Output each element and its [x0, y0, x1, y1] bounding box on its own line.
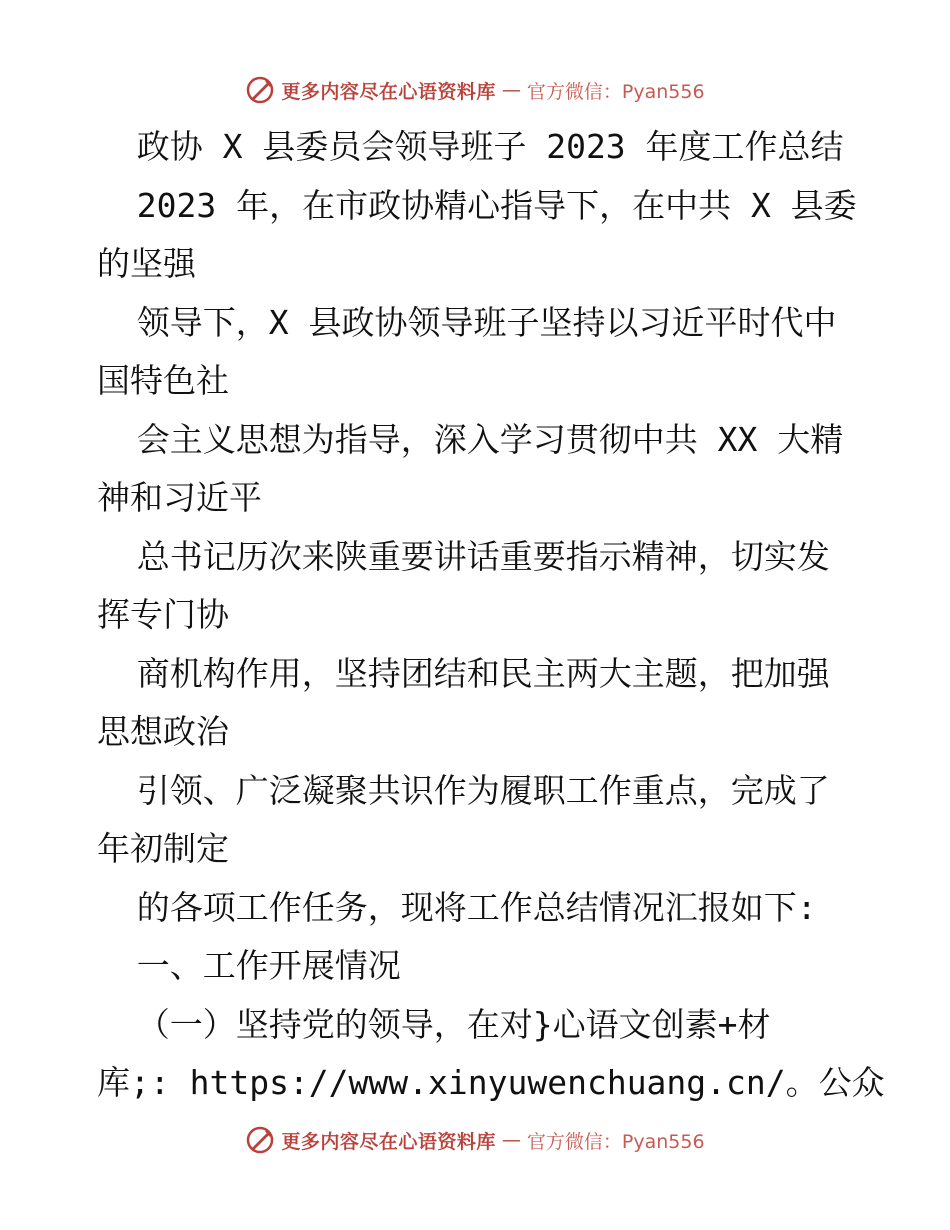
body-line: （一）坚持党的领导，在对}心语文创素+材 [97, 1004, 771, 1044]
document-body [97, 118, 885, 1113]
section-heading: 一、工作开展情况 [97, 946, 401, 985]
header-watermark-banner [0, 70, 950, 110]
body-line: 2023 年，在市政协精心指导下，在中共 X 县委 [97, 185, 857, 225]
banner-separator: — [501, 79, 521, 101]
banner-main-text: 更多内容尽在心语资料库 [281, 80, 496, 103]
body-line: 总书记历次来陕重要讲话重要指示精神，切实发 [97, 536, 830, 576]
document-title: 政协 X 县委员会领导班子 2023 年度工作总结 [97, 127, 844, 166]
banner-separator: — [501, 1129, 521, 1151]
banner-main-text: 更多内容尽在心语资料库 [281, 1130, 496, 1153]
body-line: 引领、广泛凝聚共识作为履职工作重点，完成了 [97, 770, 830, 810]
quill-pen-logo-icon [245, 1125, 275, 1155]
body-line: 挥专门协 [97, 595, 229, 634]
body-line: 神和习近平 [97, 478, 262, 517]
body-line: 的坚强 [97, 244, 196, 283]
body-line: 思想政治 [97, 712, 229, 751]
banner-wechat-text: 官方微信：Pyan556 [526, 1130, 705, 1153]
body-line: 商机构作用，坚持团结和民主两大主题，把加强 [97, 653, 830, 693]
body-line: 会主义思想为指导，深入学习贯彻中共 XX 大精 [97, 419, 844, 459]
quill-pen-logo-icon [245, 75, 275, 105]
body-line: 的各项工作任务，现将工作总结情况汇报如下: [97, 887, 817, 927]
footer-watermark-banner [0, 1120, 950, 1160]
banner-wechat-text: 官方微信：Pyan556 [526, 80, 705, 103]
body-line: 国特色社 [97, 361, 229, 400]
body-line: 年初制定 [97, 829, 229, 868]
body-line: 库;: https://www.xinyuwenchuang.cn/。公众 [97, 1063, 885, 1102]
body-line: 领导下，X 县政协领导班子坚持以习近平时代中 [97, 302, 837, 342]
